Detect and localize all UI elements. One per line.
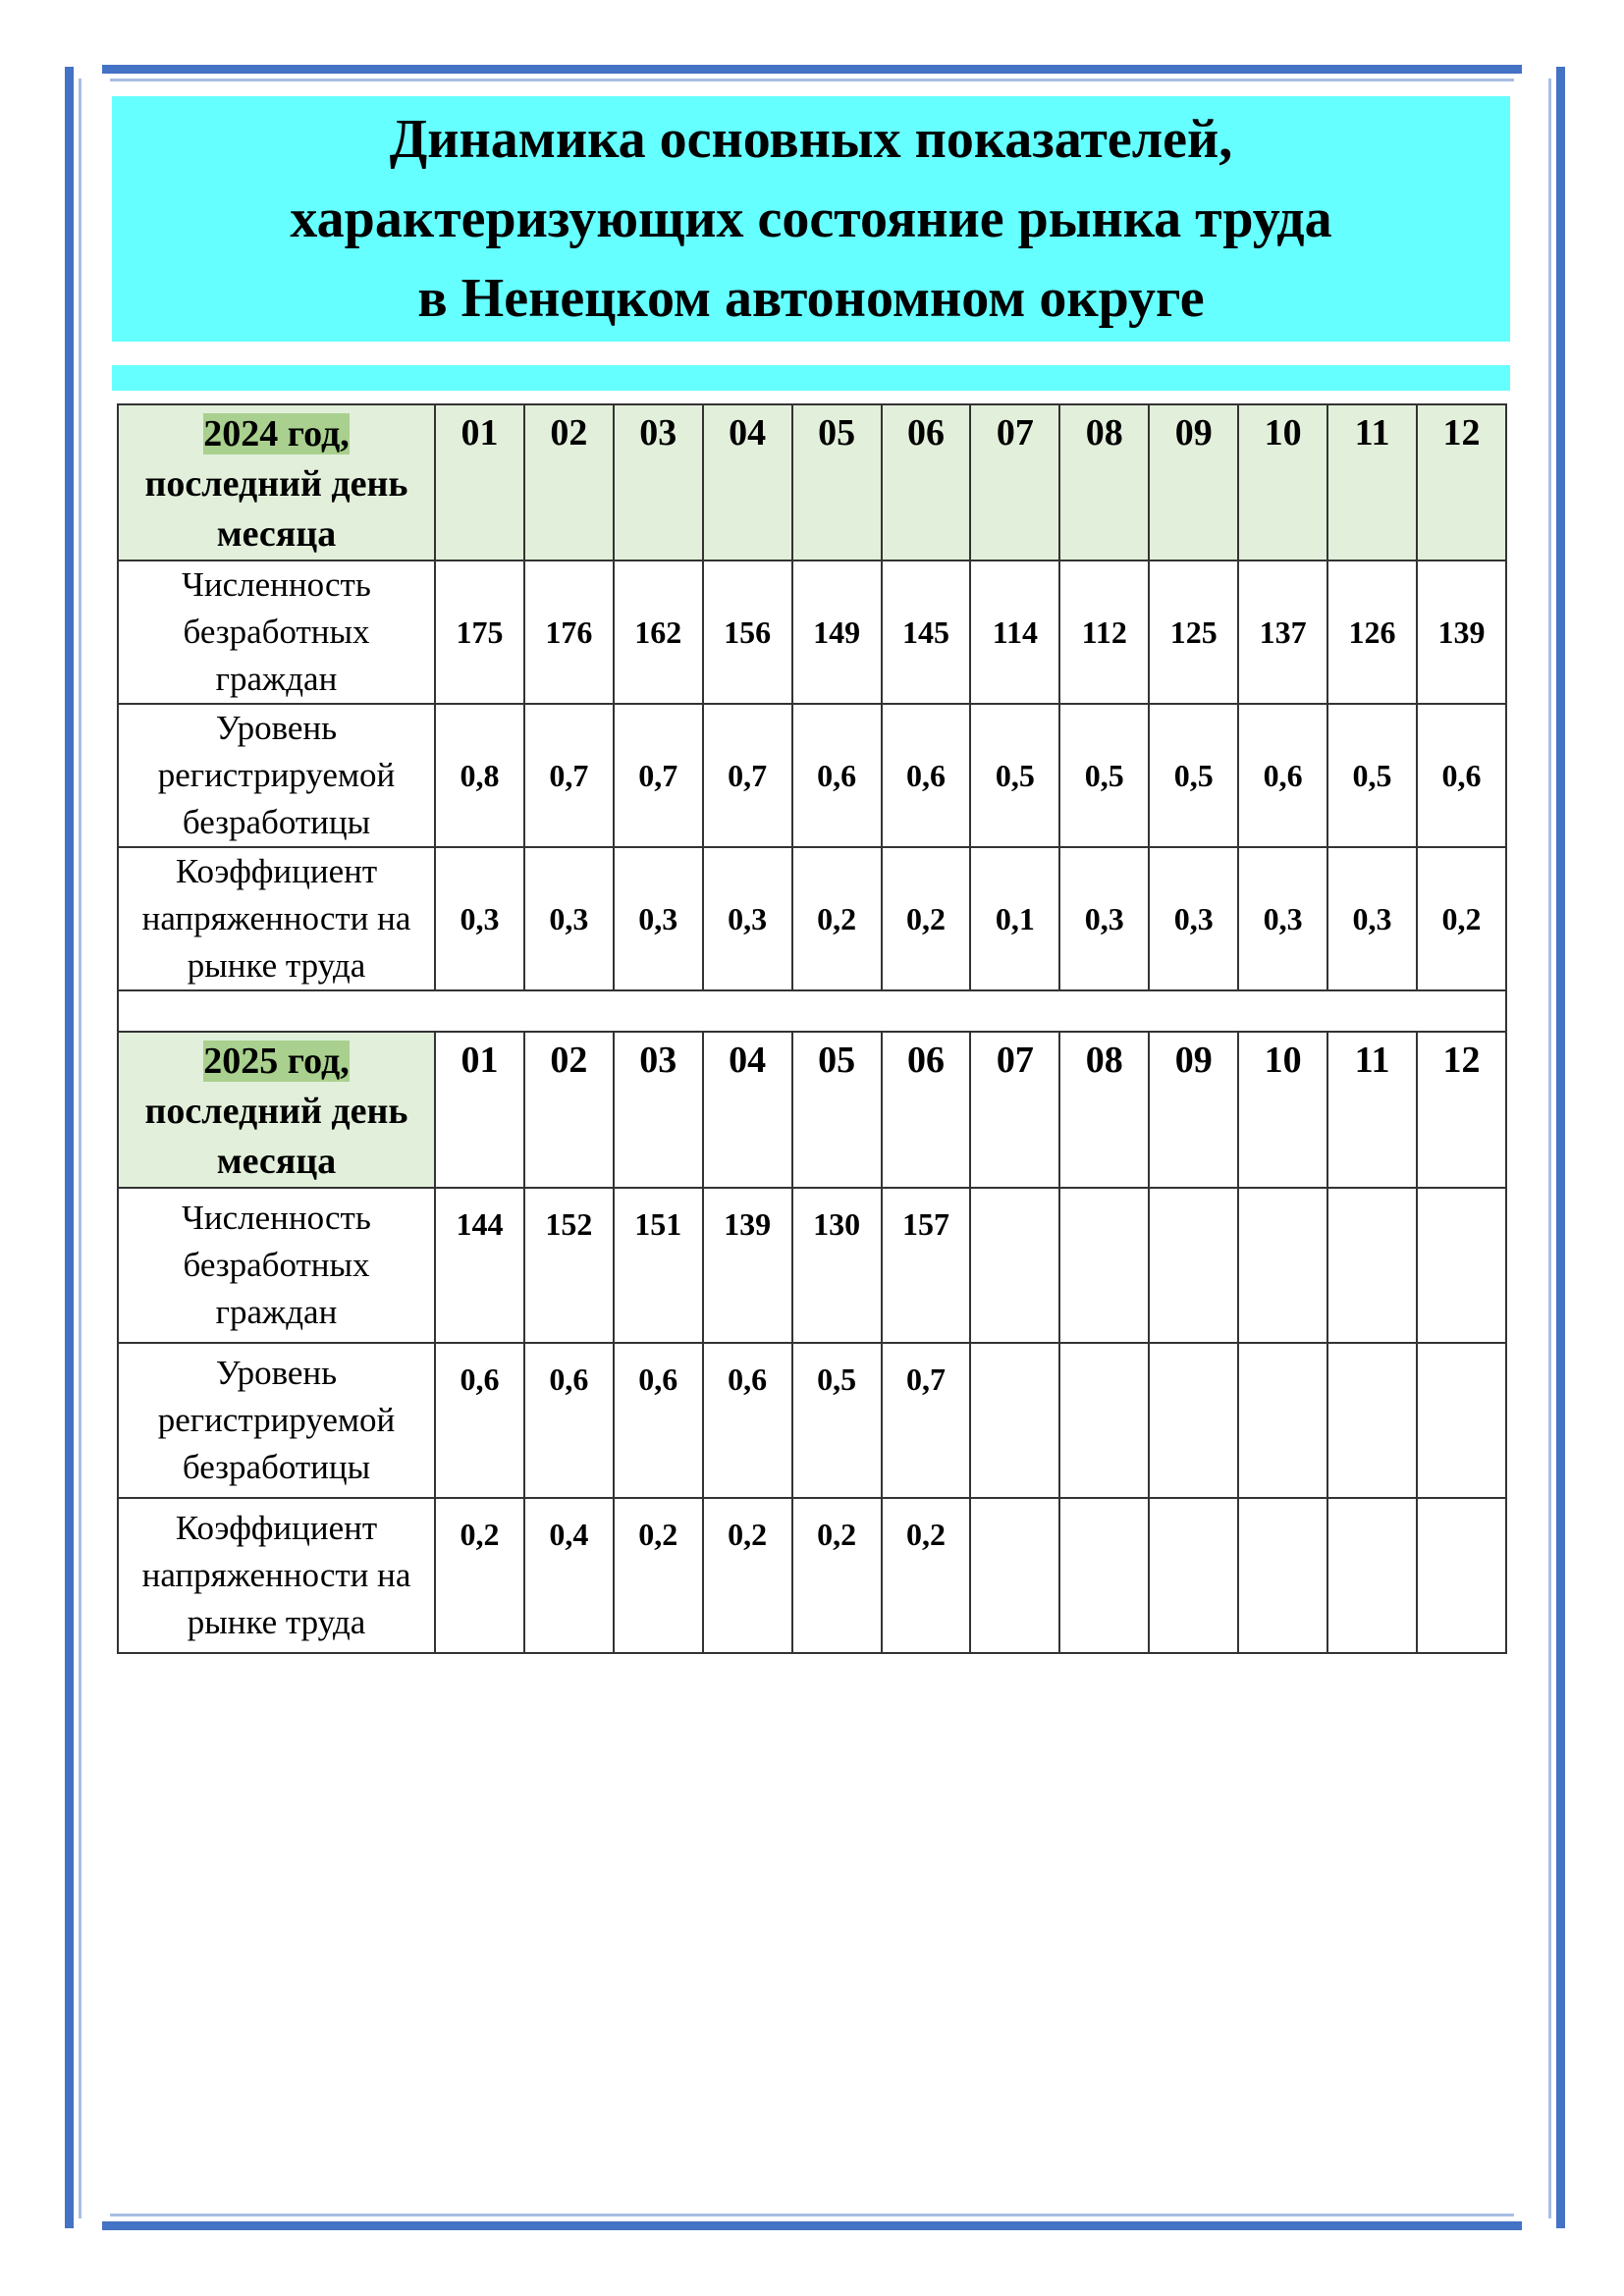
- month-header-cell: 05: [792, 404, 882, 561]
- value-cell: 0,6: [435, 1343, 524, 1498]
- month-header-cell: 11: [1327, 404, 1417, 561]
- month-header-cell: 06: [882, 1032, 971, 1188]
- value-cell: 175: [435, 561, 524, 704]
- value-cell: 0,5: [792, 1343, 882, 1498]
- value-cell: 149: [792, 561, 882, 704]
- row-label-cell: Численность безработных граждан: [118, 1188, 435, 1343]
- month-header-cell: 07: [970, 404, 1059, 561]
- value-cell: 0,2: [792, 1498, 882, 1653]
- month-header-cell: 06: [882, 404, 971, 561]
- value-cell: [1417, 1188, 1506, 1343]
- value-cell: 0,7: [703, 704, 792, 847]
- table-row: [118, 1343, 1506, 1498]
- value-cell: [1417, 1498, 1506, 1653]
- value-cell: 0,1: [970, 847, 1059, 990]
- value-cell: [1059, 1343, 1149, 1498]
- table-header-row: [118, 1032, 1506, 1188]
- value-cell: 0,5: [970, 704, 1059, 847]
- table-row: [118, 561, 1506, 704]
- value-cell: 137: [1238, 561, 1327, 704]
- row-label-cell: Коэффициент напряженности на рынке труда: [118, 847, 435, 990]
- value-cell: [1327, 1498, 1417, 1653]
- month-header-cell: 01: [435, 404, 524, 561]
- value-cell: 139: [703, 1188, 792, 1343]
- value-cell: 0,6: [1417, 704, 1506, 847]
- value-cell: 0,6: [703, 1343, 792, 1498]
- row-label-cell: Численность безработных граждан: [118, 561, 435, 704]
- month-header-cell: 09: [1149, 1032, 1238, 1188]
- month-header-cell: 02: [524, 1032, 614, 1188]
- month-header-cell: 04: [703, 404, 792, 561]
- value-cell: 0,3: [1238, 847, 1327, 990]
- value-cell: 0,2: [614, 1498, 703, 1653]
- value-cell: 0,6: [524, 1343, 614, 1498]
- spacer-cell: [118, 990, 1506, 1032]
- value-cell: 0,4: [524, 1498, 614, 1653]
- value-cell: [1327, 1343, 1417, 1498]
- value-cell: 0,2: [882, 847, 971, 990]
- table-row: [118, 1188, 1506, 1343]
- value-cell: 0,2: [703, 1498, 792, 1653]
- title-banner: [112, 96, 1510, 342]
- value-cell: 176: [524, 561, 614, 704]
- page-frame-right: [1556, 67, 1565, 2228]
- value-cell: 0,5: [1059, 704, 1149, 847]
- year-header-cell: [118, 404, 435, 561]
- page-frame-right-inner: [1548, 79, 1551, 2218]
- month-header-cell: 03: [614, 1032, 703, 1188]
- value-cell: 157: [882, 1188, 971, 1343]
- value-cell: 0,7: [614, 704, 703, 847]
- value-cell: 0,5: [1149, 704, 1238, 847]
- value-cell: 0,7: [524, 704, 614, 847]
- month-header-cell: 12: [1417, 1032, 1506, 1188]
- value-cell: [970, 1498, 1059, 1653]
- table-row: [118, 1498, 1506, 1653]
- row-label-cell: Коэффициент напряженности на рынке труда: [118, 1498, 435, 1653]
- value-cell: 0,2: [435, 1498, 524, 1653]
- month-header-cell: 09: [1149, 404, 1238, 561]
- value-cell: [1238, 1343, 1327, 1498]
- page-frame-top: [102, 65, 1522, 74]
- table-row: [118, 847, 1506, 990]
- value-cell: 144: [435, 1188, 524, 1343]
- month-header-cell: 10: [1238, 1032, 1327, 1188]
- page-frame-bottom-inner: [110, 2214, 1514, 2216]
- value-cell: [1238, 1188, 1327, 1343]
- month-header-cell: 07: [970, 1032, 1059, 1188]
- table-spacer-row: [118, 990, 1506, 1032]
- month-header-cell: 02: [524, 404, 614, 561]
- title-underline-strip: [112, 365, 1510, 391]
- year-sublabel: последний день месяца: [144, 1091, 408, 1182]
- value-cell: 0,3: [703, 847, 792, 990]
- value-cell: 0,3: [435, 847, 524, 990]
- value-cell: 112: [1059, 561, 1149, 704]
- value-cell: 151: [614, 1188, 703, 1343]
- value-cell: [1149, 1343, 1238, 1498]
- month-header-cell: 08: [1059, 404, 1149, 561]
- year-sublabel: последний день месяца: [144, 463, 408, 555]
- value-cell: 0,8: [435, 704, 524, 847]
- page-frame-left: [65, 67, 74, 2228]
- value-cell: 125: [1149, 561, 1238, 704]
- value-cell: 0,3: [1149, 847, 1238, 990]
- value-cell: 162: [614, 561, 703, 704]
- value-cell: 139: [1417, 561, 1506, 704]
- value-cell: [1149, 1188, 1238, 1343]
- value-cell: 0,2: [1417, 847, 1506, 990]
- value-cell: 145: [882, 561, 971, 704]
- page-frame-bottom: [102, 2221, 1522, 2230]
- value-cell: 114: [970, 561, 1059, 704]
- month-header-cell: 01: [435, 1032, 524, 1188]
- page-frame-top-inner: [110, 79, 1514, 81]
- value-cell: 130: [792, 1188, 882, 1343]
- value-cell: [1059, 1498, 1149, 1653]
- value-cell: 126: [1327, 561, 1417, 704]
- month-header-cell: 10: [1238, 404, 1327, 561]
- value-cell: 0,5: [1327, 704, 1417, 847]
- year-header-cell: [118, 1032, 435, 1188]
- month-header-cell: 04: [703, 1032, 792, 1188]
- value-cell: 156: [703, 561, 792, 704]
- page-frame-left-inner: [79, 79, 81, 2218]
- value-cell: 0,6: [1238, 704, 1327, 847]
- value-cell: [1149, 1498, 1238, 1653]
- value-cell: 0,3: [524, 847, 614, 990]
- row-label-cell: Уровень регистрируемой безработицы: [118, 704, 435, 847]
- month-header-cell: 11: [1327, 1032, 1417, 1188]
- value-cell: 0,3: [1059, 847, 1149, 990]
- row-label-cell: Уровень регистрируемой безработицы: [118, 1343, 435, 1498]
- year-label: 2024 год,: [203, 413, 350, 454]
- value-cell: 0,2: [792, 847, 882, 990]
- table-header-row: [118, 404, 1506, 561]
- value-cell: [970, 1188, 1059, 1343]
- month-header-cell: 08: [1059, 1032, 1149, 1188]
- value-cell: 0,6: [614, 1343, 703, 1498]
- table-body: [118, 404, 1506, 1653]
- value-cell: 0,6: [792, 704, 882, 847]
- value-cell: [970, 1343, 1059, 1498]
- value-cell: 0,3: [1327, 847, 1417, 990]
- month-header-cell: 03: [614, 404, 703, 561]
- labor-market-table: [117, 403, 1507, 1654]
- value-cell: [1327, 1188, 1417, 1343]
- year-label: 2025 год,: [203, 1041, 350, 1082]
- month-header-cell: 05: [792, 1032, 882, 1188]
- table-row: [118, 704, 1506, 847]
- month-header-cell: 12: [1417, 404, 1506, 561]
- value-cell: [1059, 1188, 1149, 1343]
- value-cell: 0,3: [614, 847, 703, 990]
- value-cell: [1238, 1498, 1327, 1653]
- page-title: Динамика основных показателей, характеризующих состояние рынка труда в Ненецком автономном округе: [290, 108, 1332, 329]
- value-cell: 0,7: [882, 1343, 971, 1498]
- value-cell: [1417, 1343, 1506, 1498]
- value-cell: 152: [524, 1188, 614, 1343]
- value-cell: 0,2: [882, 1498, 971, 1653]
- value-cell: 0,6: [882, 704, 971, 847]
